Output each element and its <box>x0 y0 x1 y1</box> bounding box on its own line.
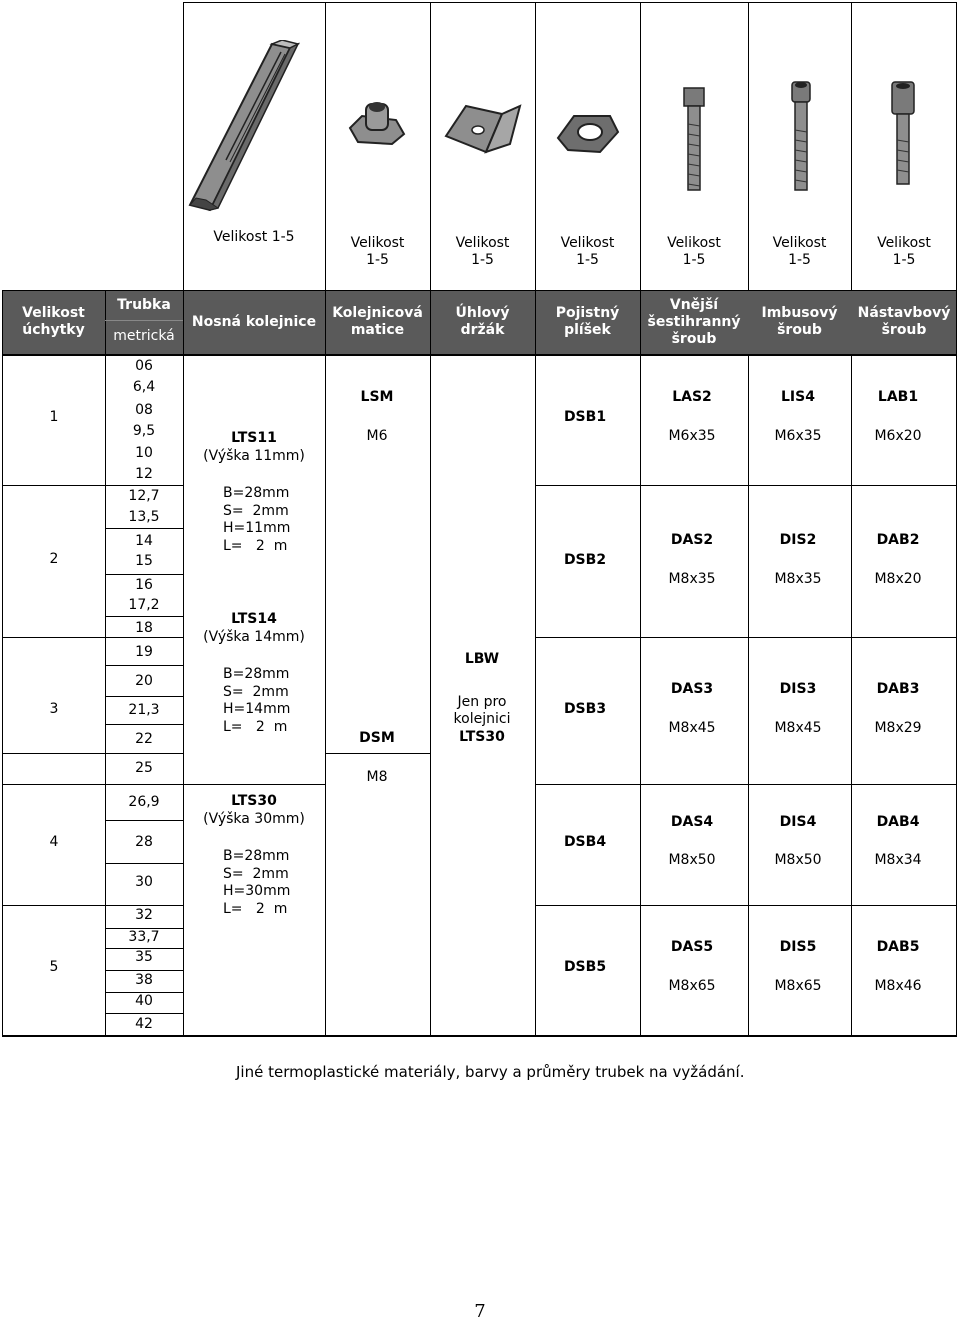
header-locking-clip <box>535 290 640 354</box>
tube-value: 17,2 <box>128 597 160 613</box>
tube-value: 25 <box>135 760 153 776</box>
size-label-text: Velikost 1-5 <box>213 228 295 245</box>
tube-value: 10 <box>135 445 153 461</box>
clip-name: DSB1 <box>563 409 607 425</box>
header-text: metrická <box>113 327 175 344</box>
clip-name: DSB3 <box>563 701 607 717</box>
tube-value: 40 <box>135 993 153 1009</box>
tube-value: 42 <box>135 1016 153 1032</box>
page-number: 7 <box>474 1301 486 1322</box>
socket-bolt-name: DIS2 <box>779 532 817 548</box>
socket-bolt-size: M8x65 <box>774 978 822 994</box>
hex-bolt-size: M8x50 <box>668 852 716 868</box>
hex-bolt-size: M8x35 <box>668 571 716 587</box>
clip-size: 2 <box>49 551 59 567</box>
ext-bolt-name: DAB4 <box>876 814 920 830</box>
tube-value: 18 <box>135 620 153 636</box>
tube-value: 08 <box>135 402 153 418</box>
ext-bolt-size: M6x20 <box>874 428 922 444</box>
hex-bolt-size: M8x45 <box>668 720 716 736</box>
ext-bolt-size: M8x20 <box>874 571 922 587</box>
clip-name: DSB2 <box>563 552 607 568</box>
angle-bracket-icon <box>440 100 524 160</box>
socket-bolt-size: M8x45 <box>774 720 822 736</box>
socket-bolt-icon <box>790 80 812 192</box>
socket-bolt-name: LIS4 <box>781 389 815 405</box>
rail-specs: B=28mm S= 2mm H=14mm L= 2 m <box>223 666 291 735</box>
ext-bolt-name: DAB2 <box>876 532 920 548</box>
ext-bolt-name: DAB3 <box>876 681 920 697</box>
header-angle-bracket <box>430 290 535 354</box>
header-text: Imbusový šroub <box>761 305 838 338</box>
tube-value: 06 <box>135 358 153 374</box>
size-label <box>748 232 851 272</box>
rail-height: (Výška 30mm) <box>203 811 305 827</box>
size-label <box>640 232 748 272</box>
hex-bolt-name: DAS5 <box>670 939 714 955</box>
header-text: Nástavbový šroub <box>857 305 951 338</box>
tube-value: 13,5 <box>128 509 160 525</box>
clip-size: 5 <box>49 959 59 975</box>
header-rail <box>183 290 325 354</box>
size-label-text: Velikost 1-5 <box>560 235 615 268</box>
size-label-text: Velikost 1-5 <box>667 235 721 268</box>
tube-value: 9,5 <box>132 423 156 439</box>
ext-bolt-size: M8x34 <box>874 852 922 868</box>
nut-name: DSM <box>359 730 395 746</box>
size-label-text: Velikost 1-5 <box>772 235 827 268</box>
hex-bolt-name: DAS3 <box>670 681 714 697</box>
tube-value: 21,3 <box>128 702 160 718</box>
rail-specs: B=28mm S= 2mm H=30mm L= 2 m <box>223 848 291 917</box>
tube-value: 22 <box>135 731 153 747</box>
clip-size: 4 <box>49 834 59 850</box>
header-text: Kolejnicová matice <box>332 305 423 338</box>
tube-value: 19 <box>135 644 153 660</box>
tube-value: 32 <box>135 907 153 923</box>
tube-value: 12 <box>135 466 153 482</box>
tube-value: 16 <box>135 577 153 593</box>
header-ext-bolt <box>851 290 957 354</box>
bracket-rail: LTS30 <box>459 729 505 745</box>
header-text: Pojistný plíšek <box>555 305 620 338</box>
socket-bolt-name: DIS4 <box>779 814 817 830</box>
header-text: Nosná kolejnice <box>191 313 317 330</box>
size-label-text: Velikost 1-5 <box>350 235 405 268</box>
header-text: Trubka <box>117 296 171 313</box>
header-tube-metric <box>105 320 183 352</box>
rail-height: (Výška 14mm) <box>203 629 305 645</box>
ext-bolt-size: M8x46 <box>874 978 922 994</box>
clip-size: 3 <box>49 701 59 717</box>
hex-bolt-name: LAS2 <box>672 389 712 405</box>
clip-size: 1 <box>49 409 59 425</box>
socket-bolt-size: M8x50 <box>774 852 822 868</box>
socket-bolt-size: M6x35 <box>774 428 822 444</box>
header-text: Velikost úchytky <box>22 305 85 338</box>
header-hex-bolt <box>640 290 748 354</box>
tube-value: 6,4 <box>132 379 156 395</box>
ext-bolt-name: DAB5 <box>876 939 920 955</box>
tube-value: 26,9 <box>128 794 160 810</box>
size-label <box>851 232 957 272</box>
footnote: Jiné termoplastické materiály, barvy a průměry trubek na vyžádání. <box>236 1063 745 1081</box>
tube-value: 20 <box>135 673 153 689</box>
size-label <box>325 232 430 272</box>
rail-name: LTS30 <box>231 793 277 809</box>
tube-value: 38 <box>135 972 153 988</box>
size-label <box>183 226 325 248</box>
bracket-note: Jen pro kolejnici <box>453 694 511 727</box>
hex-bolt-size: M8x65 <box>668 978 716 994</box>
header-rail-nut <box>325 290 430 354</box>
socket-bolt-name: DIS5 <box>779 939 817 955</box>
nut-name: LSM <box>360 389 394 405</box>
hex-bolt-name: DAS4 <box>670 814 714 830</box>
locking-clip-icon <box>554 108 620 156</box>
header-clip-size <box>2 290 105 354</box>
hex-bolt-size: M6x35 <box>668 428 716 444</box>
size-label-text: Velikost 1-5 <box>455 235 510 268</box>
tube-value: 12,7 <box>128 488 160 504</box>
tube-value: 28 <box>135 834 153 850</box>
rail-nut-icon <box>348 98 406 148</box>
ext-bolt-size: M8x29 <box>874 720 922 736</box>
ext-bolt-name: LAB1 <box>877 389 919 405</box>
header-tube <box>105 290 183 320</box>
clip-name: DSB4 <box>563 834 607 850</box>
size-label <box>535 232 640 272</box>
rail-profile-icon <box>186 40 316 212</box>
rail-name: LTS11 <box>231 430 277 446</box>
hex-bolt-icon <box>682 84 706 192</box>
size-label <box>430 232 535 272</box>
rail-name: LTS14 <box>231 611 277 627</box>
rail-height: (Výška 11mm) <box>203 448 305 464</box>
header-socket-bolt <box>748 290 851 354</box>
hex-bolt-name: DAS2 <box>670 532 714 548</box>
tube-value: 14 <box>135 533 153 549</box>
socket-bolt-size: M8x35 <box>774 571 822 587</box>
socket-bolt-name: DIS3 <box>779 681 817 697</box>
header-text: Vnější šestihranný šroub <box>647 296 741 347</box>
extension-bolt-icon <box>890 80 916 186</box>
size-label-text: Velikost 1-5 <box>877 235 931 268</box>
tube-value: 30 <box>135 874 153 890</box>
header-text: Úhlový držák <box>455 305 510 338</box>
rail-specs: B=28mm S= 2mm H=11mm L= 2 m <box>223 485 291 554</box>
tube-value: 15 <box>135 553 153 569</box>
tube-value: 35 <box>135 949 153 965</box>
nut-size: M8 <box>366 769 388 785</box>
bracket-name: LBW <box>464 651 500 667</box>
nut-size: M6 <box>366 428 388 444</box>
clip-name: DSB5 <box>563 959 607 975</box>
tube-value: 33,7 <box>128 929 160 945</box>
